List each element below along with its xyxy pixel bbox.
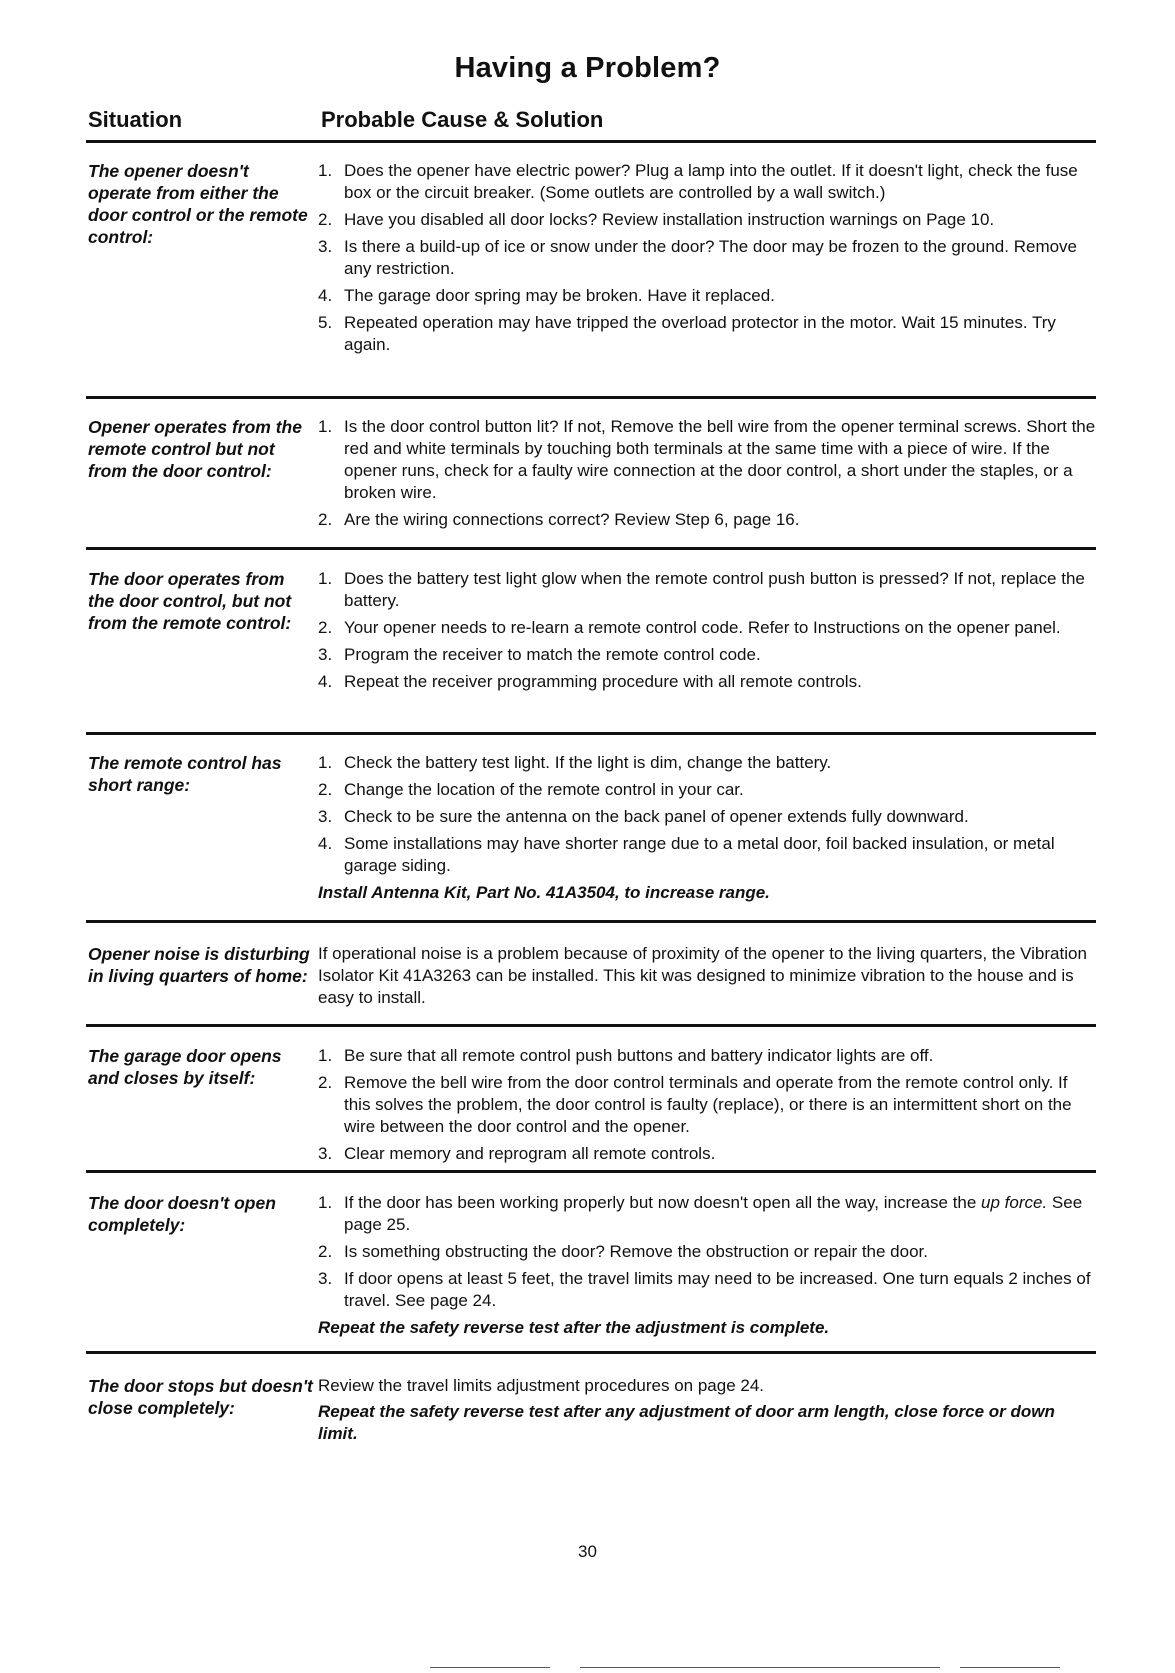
- solution-item: 1. Check the battery test light. If the light is dim, change the battery.: [318, 753, 832, 772]
- situation-text: The garage door opens and closes by itself:: [88, 1046, 282, 1088]
- situation-text: The remote control has short range:: [88, 753, 282, 795]
- solution-block: [318, 160, 1098, 361]
- solution-item: 4. Some installations may have shorter range due to a metal door, foil backed insulation, or metal garage siding.: [318, 834, 1055, 875]
- situation-text: Opener operates from the remote control but not from the door control:: [88, 417, 302, 481]
- solution-item: 3. Is there a build-up of ice or snow under the door? The door may be frozen to the ground. Remove any restriction.: [318, 237, 1078, 278]
- solution-block: [318, 1375, 1098, 1445]
- solution-item: 2. Remove the bell wire from the door control terminals and operate from the remote control only. If this solves the problem, the door control is faulty (replace), or there is an intermittent short on the wire between the door control and the opener.: [318, 1073, 1072, 1136]
- cause-column-header: Probable Cause & Solution: [321, 107, 604, 132]
- solution-note: Install Antenna Kit, Part No. 41A3504, to increase range.: [318, 883, 770, 902]
- scan-artifact-line: [430, 1667, 550, 1668]
- section-divider: [86, 1024, 1096, 1027]
- solution-item: 1. If the door has been working properly but now doesn't open all the way, increase the up force. See page 25.: [318, 1193, 1083, 1234]
- section-divider: [86, 140, 1096, 143]
- section-divider: [86, 732, 1096, 735]
- solution-item: 1. Does the opener have electric power? Plug a lamp into the outlet. If it doesn't light, check the fuse box or the circuit breaker. (Some outlets are controlled by a wall switch.): [318, 161, 1078, 202]
- solution-item: 2. Your opener needs to re-learn a remote control code. Refer to Instructions on the opener panel.: [318, 618, 1061, 637]
- solution-text: Review the travel limits adjustment procedures on page 24.: [318, 1376, 765, 1395]
- page-title: Having a Problem?: [454, 52, 721, 84]
- solution-block: [318, 1192, 1098, 1339]
- scan-artifact-line: [580, 1667, 940, 1668]
- solution-item: 3. If door opens at least 5 feet, the travel limits may need to be increased. One turn equals 2 inches of travel. See page 24.: [318, 1269, 1091, 1310]
- solution-block: [318, 943, 1098, 1009]
- situation-text: The door operates from the door control, but not from the remote control:: [88, 569, 292, 633]
- solution-block: [318, 1045, 1098, 1170]
- solution-block: [318, 752, 1098, 904]
- scan-artifact-line: [960, 1667, 1060, 1668]
- situation-text: The door doesn't open completely:: [88, 1193, 276, 1235]
- situation-column-header: Situation: [88, 107, 183, 132]
- solution-note: Repeat the safety reverse test after any adjustment of door arm length, close force or down limit.: [318, 1402, 1055, 1443]
- page-number: 30: [578, 1542, 597, 1561]
- solution-item: 1. Be sure that all remote control push buttons and battery indicator lights are off.: [318, 1046, 934, 1065]
- solution-block: [318, 568, 1098, 698]
- section-divider: [86, 920, 1096, 923]
- solution-item: 3. Program the receiver to match the remote control code.: [318, 645, 761, 664]
- situation-text: Opener noise is disturbing in living quarters of home:: [88, 944, 310, 986]
- solution-text: If operational noise is a problem because of proximity of the opener to the living quarters, the Vibration Isolator Kit 41A3263 can be installed. This kit was designed to minimize vibration to the house and is easy to install.: [318, 944, 1087, 1007]
- situation-text: The opener doesn't operate from either the door control or the remote control:: [88, 161, 308, 247]
- solution-item: 1. Is the door control button lit? If not, Remove the bell wire from the opener terminal screws. Short the red and white terminals by touching both terminals at the same time with a piece of wire. If the opener runs, check for a faulty wire connection at the door control, a short under the staples, or a broken wire.: [318, 417, 1096, 502]
- solution-item: 3. Clear memory and reprogram all remote controls.: [318, 1144, 716, 1163]
- solution-item: 2. Change the location of the remote control in your car.: [318, 780, 744, 799]
- solution-note: Repeat the safety reverse test after the adjustment is complete.: [318, 1318, 830, 1337]
- section-divider: [86, 1351, 1096, 1354]
- solution-item: 1. Does the battery test light glow when the remote control push button is pressed? If not, replace the battery.: [318, 569, 1085, 610]
- solution-block: [318, 416, 1098, 536]
- solution-item: 4. Repeat the receiver programming procedure with all remote controls.: [318, 672, 862, 691]
- section-divider: [86, 1170, 1096, 1173]
- section-divider: [86, 396, 1096, 399]
- solution-item: 5. Repeated operation may have tripped the overload protector in the motor. Wait 15 minutes. Try again.: [318, 313, 1056, 354]
- solution-item: 2. Have you disabled all door locks? Review installation instruction warnings on Page 10.: [318, 210, 995, 229]
- solution-item: 2. Is something obstructing the door? Remove the obstruction or repair the door.: [318, 1242, 928, 1261]
- section-divider: [86, 547, 1096, 550]
- situation-text: The door stops but doesn't close completely:: [88, 1376, 313, 1418]
- solution-item: 2. Are the wiring connections correct? Review Step 6, page 16.: [318, 510, 800, 529]
- solution-item: 4. The garage door spring may be broken. Have it replaced.: [318, 286, 775, 305]
- solution-item: 3. Check to be sure the antenna on the back panel of opener extends fully downward.: [318, 807, 969, 826]
